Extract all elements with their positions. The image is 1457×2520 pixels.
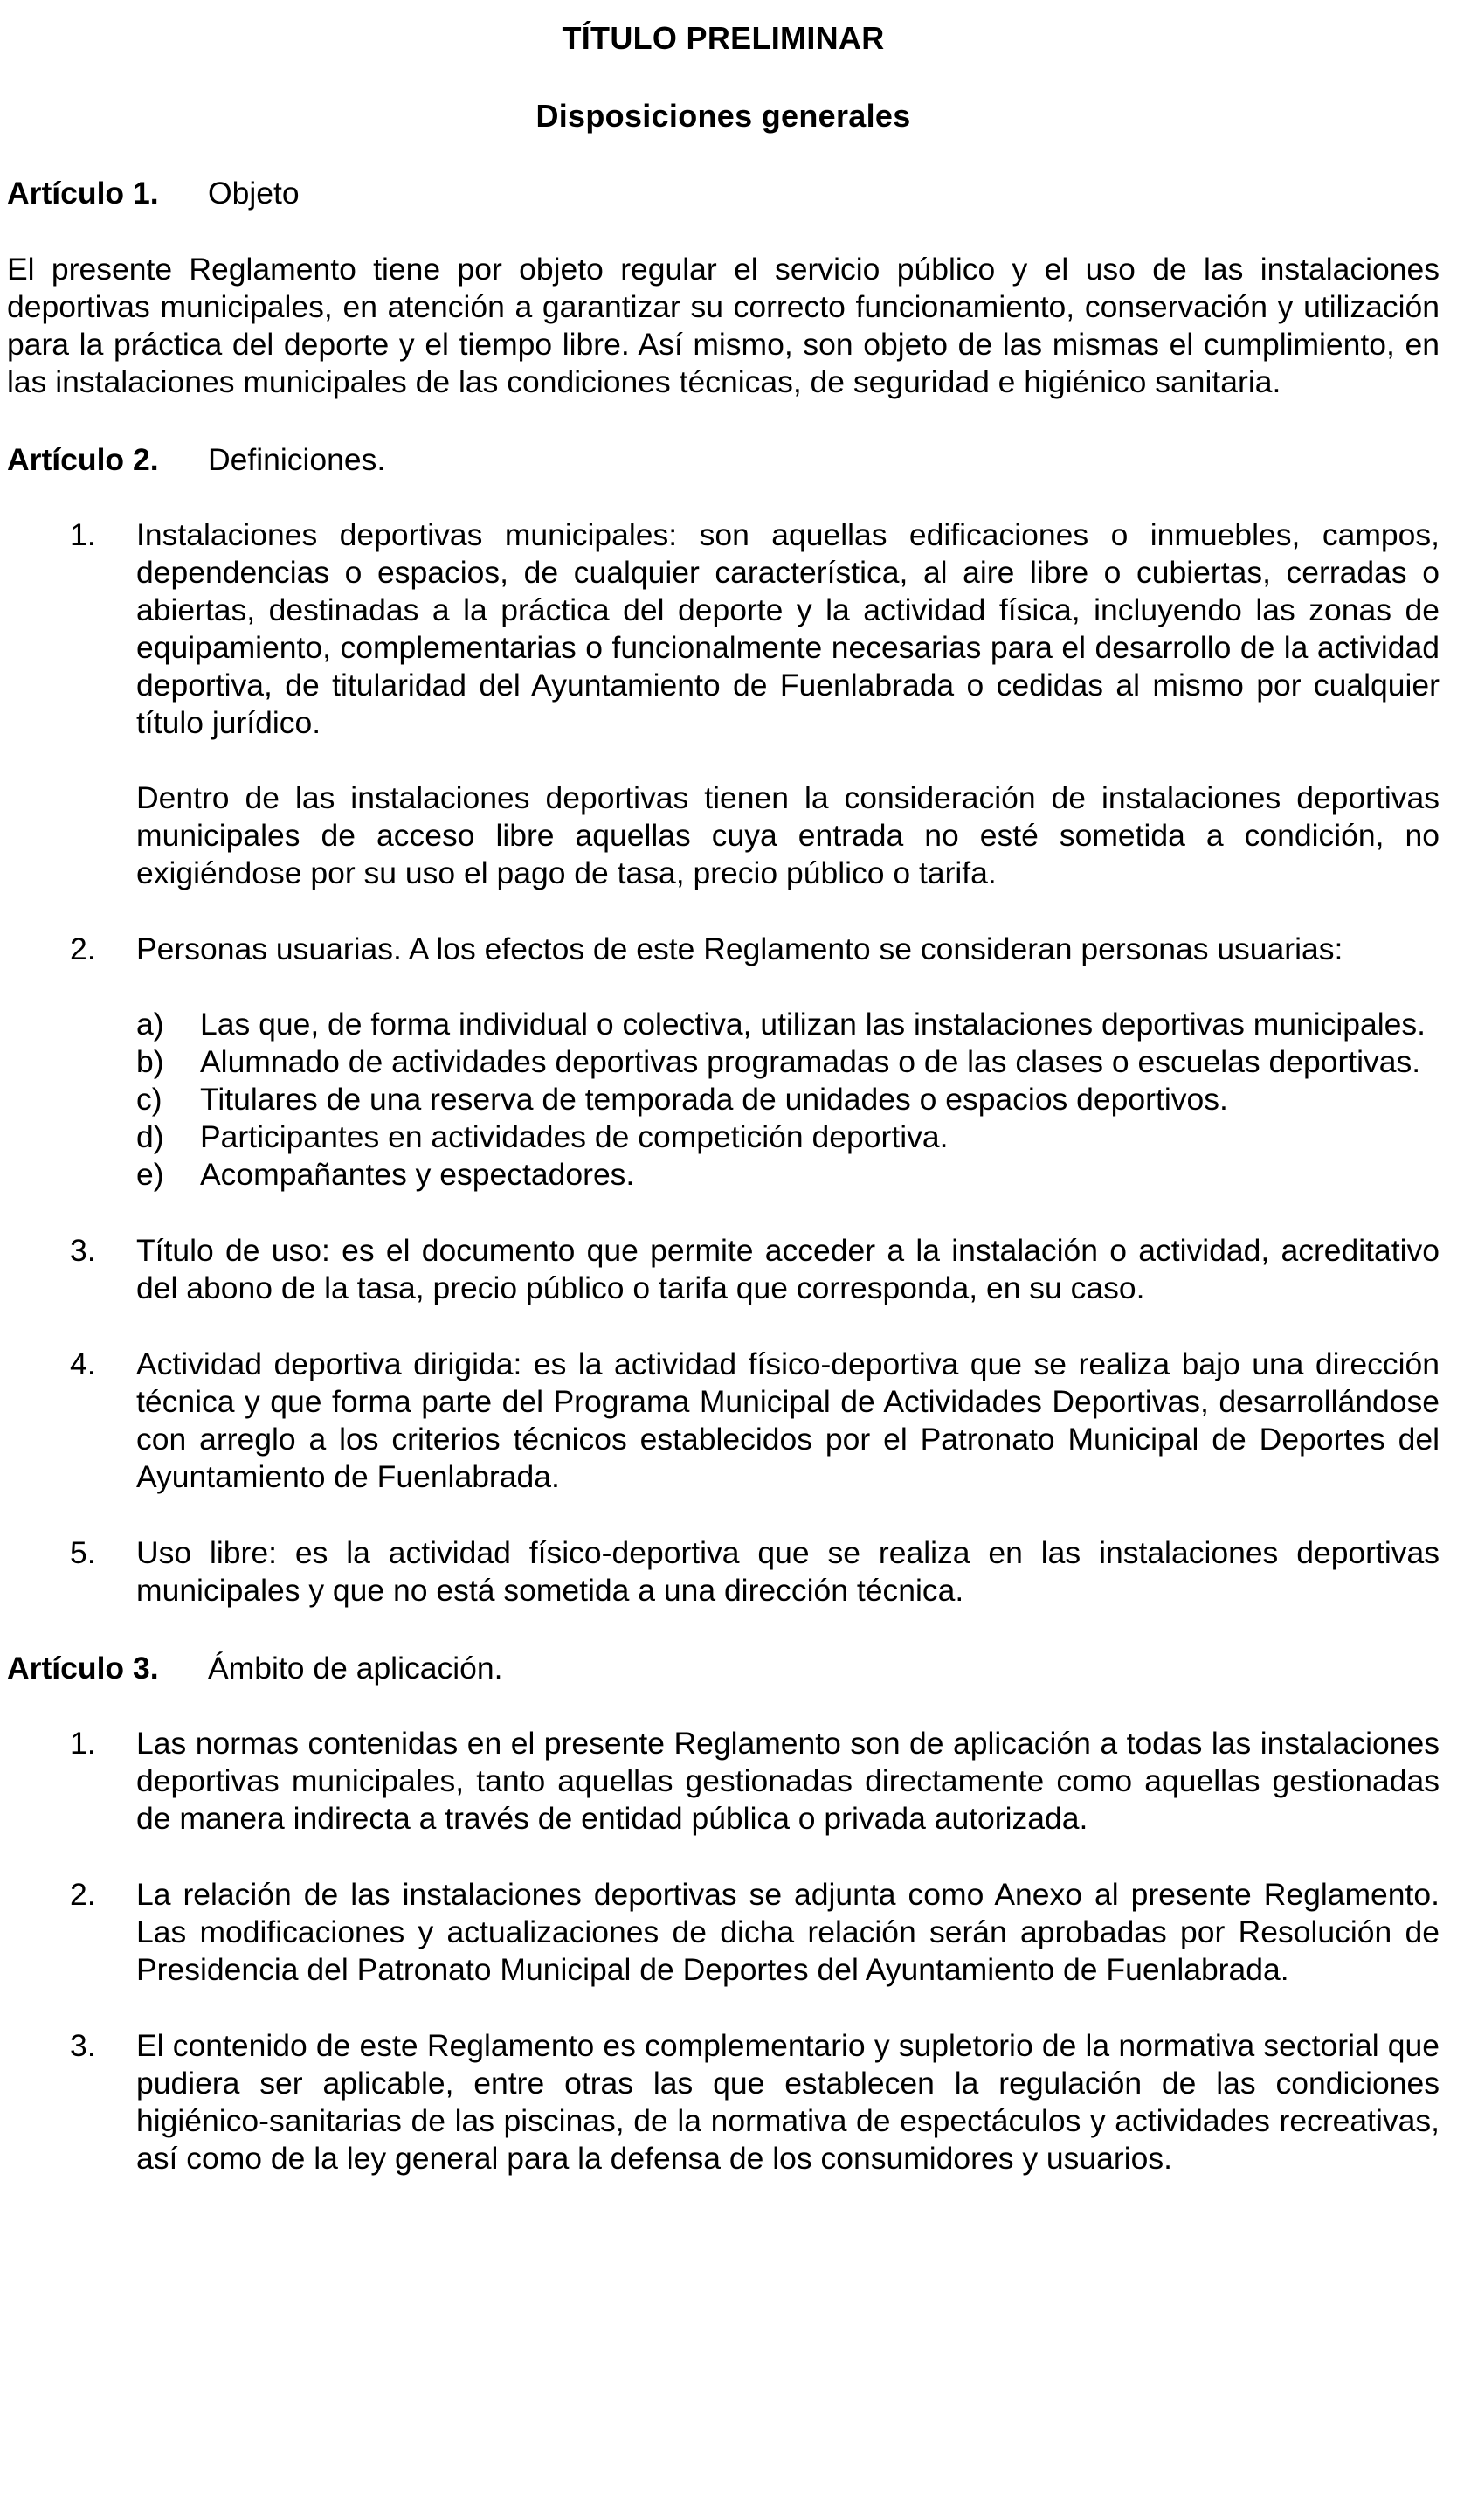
article-1-number: Artículo 1. [7,176,159,211]
list-item [136,1043,1440,1081]
list-text: Acompañantes y espectadores. [200,1157,635,1192]
article-1-heading [7,175,1440,212]
item-body [136,516,1440,892]
item-number: 2. [70,1877,96,1912]
article-2-item-3 [7,1232,1440,1307]
article-3-heading [7,1650,1440,1687]
list-text: Las que, de forma individual o colectiva, utilizan las instalaciones deportivas municipales. [200,1007,1426,1042]
list-text: Alumnado de actividades deportivas programadas o de las clases o escuelas deportivas. [200,1044,1421,1079]
article-1-title: Objeto [208,176,300,211]
item-number: 4. [70,1347,96,1381]
article-2-item-2 [7,931,1440,1194]
list-item [136,1156,1440,1194]
article-2-heading [7,441,1440,479]
article-3-item-1 [7,1725,1440,1838]
list-letter: e) [136,1157,164,1192]
article-3-item-3 [7,2027,1440,2177]
lettered-list [136,1006,1440,1194]
item-text: Título de uso: es el documento que permite acceder a la instalación o actividad, acreditativo del abono de la tasa, precio público o tarifa que corresponda, en su caso. [136,1233,1440,1305]
item-text: Las normas contenidas en el presente Reglamento son de aplicación a todas las instalaciones deportivas municipales, tanto aquellas gestionadas directamente como aquellas gestionadas de manera indirecta a través de entidad pública o privada autorizada. [136,1726,1440,1836]
document-subtitle: Disposiciones generales [535,98,911,134]
item-text: La relación de las instalaciones deportivas se adjunta como Anexo al presente Reglamento. Las modificaciones y actualizaciones de dicha relación serán aprobadas por Resolución de Presidencia del Patronato Municipal de Deportes del Ayuntamiento de Fuenlabrada. [136,1877,1440,1987]
list-letter: b) [136,1044,164,1079]
item-text: Uso libre: es la actividad físico-deportiva que se realiza en las instalaciones deportivas municipales y que no está sometida a una dirección técnica. [136,1535,1440,1608]
item-body [136,931,1440,1194]
article-2-item-1 [7,516,1440,892]
item-number: 3. [70,1233,96,1268]
article-2-item-4 [7,1346,1440,1496]
list-letter: d) [136,1119,164,1154]
item-number: 1. [70,517,96,552]
item-extra-text: Dentro de las instalaciones deportivas tienen la consideración de instalaciones deportivas municipales de acceso libre aquellas cuya entrada no esté sometida a condición, no exigiéndose por su uso el pago de tasa, precio público o tarifa. [136,780,1440,890]
article-2-number: Artículo 2. [7,442,159,477]
list-item [136,1006,1440,1043]
item-number: 2. [70,931,96,966]
item-number: 1. [70,1726,96,1761]
list-letter: a) [136,1007,164,1042]
item-text: Instalaciones deportivas municipales: son aquellas edificaciones o inmuebles, campos, dependencias o espacios, de cualquier característica, al aire libre o cubiertas, cerradas o abiertas, destinadas a la práctica del deporte y la actividad física, incluyendo las zonas de equipamiento, complementarias o funcionalmente necesarias para el desarrollo de la actividad deportiva, de titularidad del Ayuntamiento de Fuenlabrada o cedidas al mismo por cualquier título jurídico. [136,517,1440,740]
list-letter: c) [136,1082,162,1117]
list-text: Participantes en actividades de competición deportiva. [200,1119,949,1154]
article-1-text: El presente Reglamento tiene por objeto regular el servicio público y el uso de las instalaciones deportivas municipales, en atención a garantizar su correcto funcionamiento, conservación y utilización para la práctica del deporte y el tiempo libre. Así mismo, son objeto de las mismas el cumplimiento, en las instalaciones municipales de las condiciones técnicas, de seguridad e higiénico sanitaria. [7,252,1440,399]
article-2-title: Definiciones. [208,442,386,477]
item-text: Actividad deportiva dirigida: es la actividad físico-deportiva que se realiza bajo una dirección técnica y que forma parte del Programa Municipal de Actividades Deportivas, desarrollándose con arreglo a los criterios técnicos establecidos por el Patronato Municipal de Deportes del Ayuntamiento de Fuenlabrada. [136,1347,1440,1494]
article-3-item-2 [7,1876,1440,1989]
list-text: Titulares de una reserva de temporada de unidades o espacios deportivos. [200,1082,1228,1117]
item-number: 3. [70,2028,96,2063]
document-title: TÍTULO PRELIMINAR [562,20,885,56]
item-number: 5. [70,1535,96,1570]
list-item [136,1081,1440,1118]
article-3-title: Ámbito de aplicación. [208,1651,503,1686]
item-text: Personas usuarias. A los efectos de este Reglamento se consideran personas usuarias: [136,931,1343,966]
article-3-number: Artículo 3. [7,1651,159,1686]
document-page [7,19,1440,2177]
item-text: El contenido de este Reglamento es complementario y supletorio de la normativa sectorial que pudiera ser aplicable, entre otras las que establecen la regulación de las condiciones higiénico-sanitarias de las piscinas, de la normativa de espectáculos y actividades recreativas, así como de la ley general para la defensa de los consumidores y usuarios. [136,2028,1440,2176]
article-2-item-5 [7,1534,1440,1610]
list-item [136,1118,1440,1156]
